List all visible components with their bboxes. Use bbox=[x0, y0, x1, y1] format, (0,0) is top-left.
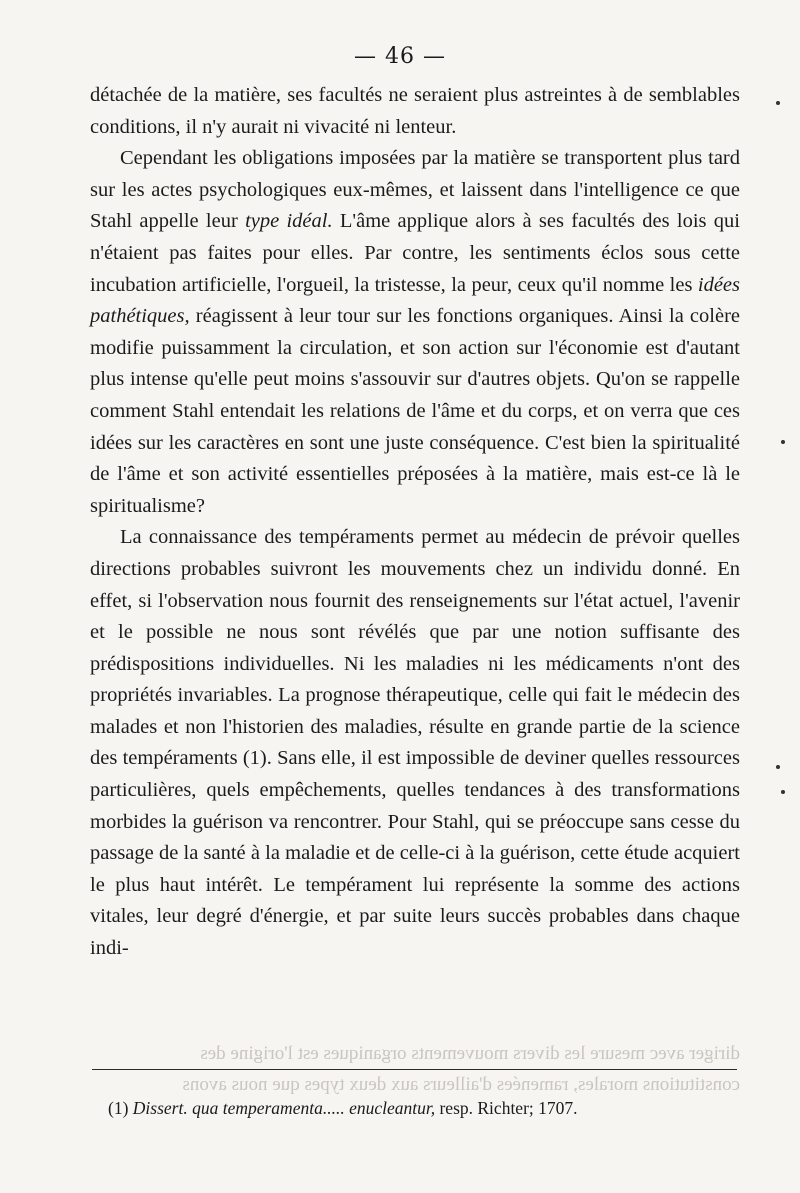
paragraph-text: L'âme applique alors à ses facultés des lois qui n'étaient pas faites pour elles. Par contre, les sentiments éclos sous cette incubation artificielle, l'orgueil, la tristesse, la peur, ceux qu'il nomme les bbox=[90, 210, 740, 296]
footnote-divider bbox=[92, 1069, 737, 1070]
paragraph-continuation: détachée de la matière, ses facultés ne seraient plus astreintes à de semblables conditions, il n'y aurait ni vivacité ni lenteur. bbox=[90, 84, 740, 138]
footnote bbox=[108, 1098, 748, 1119]
emphasis-idees-pathetiques: idées pathétiques, bbox=[90, 273, 740, 328]
page-number: — 46 — bbox=[354, 44, 446, 69]
emphasis-type-ideal: type idéal. bbox=[245, 210, 333, 233]
bleed-through-text: constitutions morales, ramenées d'ailleurs aux deux types que nous avons bbox=[182, 1074, 740, 1095]
speck-mark bbox=[776, 765, 780, 769]
body-text bbox=[90, 80, 740, 965]
bleed-through-text: diriger avec mesure les divers mouvements organiques est l'origine des bbox=[200, 1043, 740, 1064]
footnote-reference: resp. Richter; 1707. bbox=[435, 1098, 578, 1118]
footnote-marker: (1) bbox=[108, 1098, 129, 1118]
paragraph-stahl-ideal-type bbox=[90, 143, 740, 522]
speck-mark bbox=[776, 101, 780, 105]
footnote-title: Dissert. qua temperamenta..... enucleantur, bbox=[132, 1098, 436, 1118]
paragraph-text: Cependant les obligations imposées par la matière se transportent plus tard sur les actes psychologiques eux-mêmes, et laissent dans l'intelligence ce que Stahl appelle leur bbox=[90, 147, 740, 233]
speck-mark bbox=[781, 790, 785, 794]
speck-mark bbox=[781, 440, 785, 444]
paragraph-text: réagissent à leur tour sur les fonctions organiques. Ainsi la colère modifie puissamment la circulation, et son action sur l'économie est d'autant plus intense qu'elle peut moins s'assouvir sur d'autres objets. Qu'on se rappelle comment Stahl entendait les relations de l'âme et du corps, et on verra que ces idées sur les caractères en sont une juste conséquence. C'est bien la spiritualité de l'âme et son activité essentielles préposées à la matière, mais est-ce là le spiritualisme? bbox=[90, 305, 740, 517]
paragraph-temperaments: La connaissance des tempéraments permet au médecin de prévoir quelles directions probables suivront les mouvements chez un individu donné. En effet, si l'observation nous fournit des renseignements sur l'état actuel, l'avenir et le possible ne nous sont révélés que par une notion suffisante des prédispositions individuelles. Ni les maladies ni les médicaments n'ont des propriétés invariables. La prognose thérapeutique, celle qui fait le médecin des malades et non l'historien des maladies, résulte en grande partie de la science des tempéraments (1). Sans elle, il est impossible de deviner quelles ressources particulières, quels empêchements, quelles tendances à des transformations morbides la guérison va rencontrer. Pour Stahl, qui se préoccupe sans cesse du passage de la santé à la maladie et de celle-ci à la guérison, cette étude acquiert le plus haut intérêt. Le tempérament lui représente la somme des actions vitales, leur degré d'énergie, et par suite leurs succès probables dans chaque indi- bbox=[90, 526, 740, 960]
